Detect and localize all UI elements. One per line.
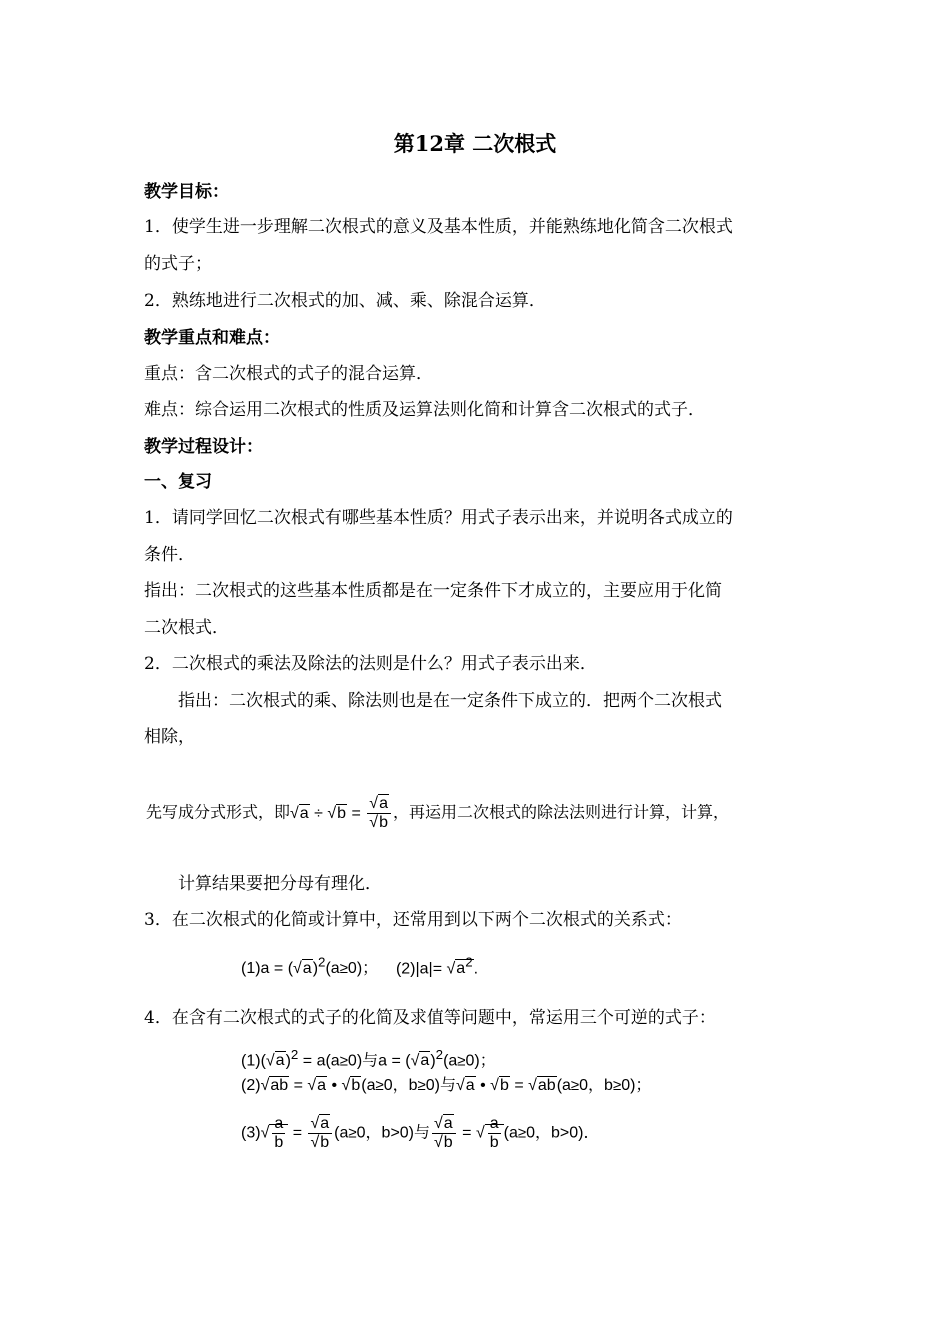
- relation-formula-2: $(2)|a|= √a^2$.: [395, 955, 479, 978]
- page-title: 第12章 二次根式: [393, 131, 557, 156]
- reversible-formula-3: (3)√ $\frac{a}{b}$ = $\frac{√a}{√b}$ (a≥0，b>0)与 $\frac{√a}{√b}$ = √ $\frac{a}{b}$ (a≥0，b>0)．: [241, 1115, 600, 1151]
- rationalize-text: 计算结果要把分母有理化．: [178, 874, 382, 894]
- question-3: 3．在二次根式的化简或计算中，还常用到以下两个二次根式的关系式：: [144, 910, 682, 930]
- question-2: 2．二次根式的乘法及除法的法则是什么？用式子表示出来．: [144, 654, 597, 674]
- note-1-line-1: 指出：二次根式的这些基本性质都是在一定条件下才成立的，主要应用于化简: [144, 581, 722, 601]
- formula-1-label: (1): [241, 1052, 261, 1070]
- relation-formulas: [241, 952, 478, 980]
- objective-2: 2．熟练地进行二次根式的加、减、乘、除混合运算．: [144, 291, 546, 311]
- note-2-line-1: 指出：二次根式的乘、除法则也是在一定条件下成立的．把两个二次根式: [178, 691, 722, 711]
- division-prefix: 先写成分式形式，即: [146, 804, 291, 822]
- section-review-heading: 一、复习: [144, 472, 212, 492]
- relation-formula-1: $(1)a = (√a)^2(a\ge 0)$；: [241, 955, 379, 978]
- reversible-formula-2: (2)√ab = √a • √b(a≥0，b≥0)与√a • √b = √ab(a≥0，b≥0)；: [241, 1077, 652, 1094]
- division-formula-line: [146, 795, 729, 832]
- key-points-heading: 教学重点和难点：: [144, 328, 280, 348]
- division-suffix: ，再运用二次根式的除法法则进行计算，计算，: [392, 804, 729, 822]
- difficulty-text: 难点：综合运用二次根式的性质及运算法则化简和计算含二次根式的式子．: [144, 400, 705, 420]
- objective-1-line-2: 的式子；: [144, 254, 212, 274]
- formula-2-label: (2): [241, 1077, 261, 1094]
- question-1-line-2: 条件．: [144, 545, 195, 565]
- objectives-heading: 教学目标：: [144, 182, 229, 202]
- note-2-line-2: 相除，: [144, 727, 195, 747]
- note-1-line-2: 二次根式．: [144, 618, 229, 638]
- objective-1-line-1: 1．使学生进一步理解二次根式的意义及基本性质，并能熟练地化简含二次根式: [144, 217, 733, 237]
- formula-3-label: (3): [241, 1124, 261, 1142]
- focus-text: 重点：含二次根式的式子的混合运算．: [144, 364, 433, 384]
- question-4: 4．在含有二次根式的式子的化简及求值等问题中，常运用三个可逆的式子：: [144, 1008, 716, 1028]
- process-heading: 教学过程设计：: [144, 437, 263, 457]
- division-formula: √a ÷ √b = $\frac{√a}{√b}$: [290, 805, 393, 822]
- reversible-formula-1: $(1)(√a)^2 = a(a\ge 0)$与$a = (√a)^2(a\ge 0)$；: [241, 1047, 496, 1070]
- question-1-line-1: 1．请同学回忆二次根式有哪些基本性质？用式子表示出来，并说明各式成立的: [144, 508, 733, 528]
